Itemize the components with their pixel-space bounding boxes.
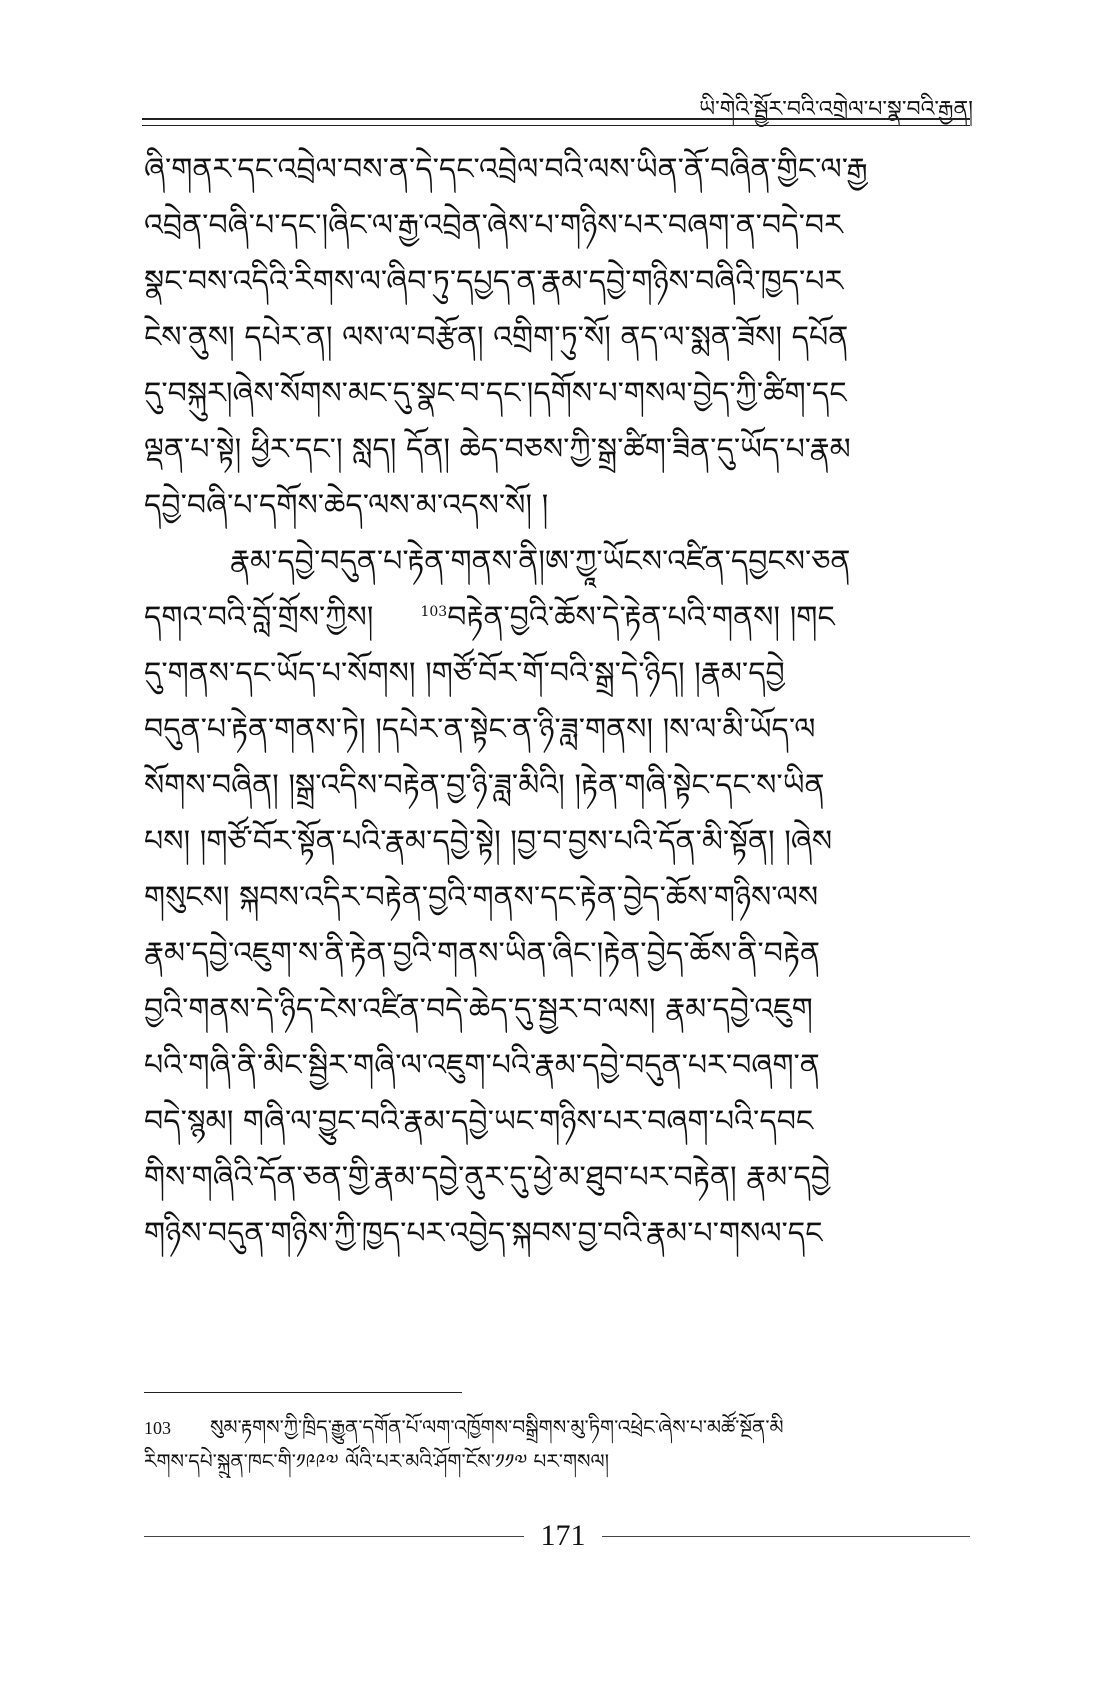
footnote-text: སུམ་རྟགས་ཀྱི་ཁྲིད་རྒྱུན་དགོན་པོ་ལག་འཁྱོགས་བསྒྲིགས་མུ་ཏིག་འཕྲེང་ཞེས་པ་མཚོ་སྔོན་མི (210, 1415, 784, 1439)
body-line: དུ་བསྐུར།ཞེས་སོགས་མང་དུ་སྣང་བ་དང་།དགོས་པ་གསལ་བྱེད་ཀྱི་ཚིག་དང (144, 376, 847, 411)
body-text (144, 142, 964, 1262)
body-line: སོགས་བཞིན། །སྒྲ་འདིས་བརྟེན་བྱ་ཉི་ཟླ་མིའི། །རྟེན་གཞི་སྟེང་དང་ས་ཡིན (144, 768, 825, 803)
folio-rule-left (144, 1536, 524, 1537)
body-line: གཉིས་བདུན་གཉིས་ཀྱི་ཁྱད་པར་འབྱེད་སྐབས་བྱ་བའི་རྣམ་པ་གསལ་དང (144, 1216, 823, 1251)
footnote-continuation: རིགས་དཔེ་སྐྲུན་ཁང་གི་༡༩༩༧ ལོའི་པར་མའི་ཤོག་ངོས་༡༡༧ པར་གསལ། (144, 1449, 610, 1473)
page-number: 171 (540, 1519, 586, 1552)
body-line: གིས་གཞིའི་དོན་ཅན་གྱི་རྣམ་དབྱེ་ནུར་དུ་ཕྱེ་མ་ཐུབ་པར་བརྟེན། རྣམ་དབྱེ (144, 1160, 831, 1195)
footnotes (144, 1410, 970, 1478)
header-rule-thin (142, 125, 970, 126)
running-header: ཡི་གེའི་སྦྱོར་བའི་འགྲེལ་པ་སྣ་བའི་རྒྱན། (699, 97, 973, 122)
footnote (144, 1410, 970, 1444)
paragraph-first-line: རྣམ་དབྱེ་བདུན་པ་རྟེན་གནས་ནི།ཨ་ཀྱཱ་ཡོངས་འཛིན་དབྱངས་ཅན (230, 544, 851, 579)
body-line: རྣམ་དབྱེ་འཇུག་ས་ནི་རྟེན་བྱའི་གནས་ཡིན་ཞིང་།རྟེན་བྱེད་ཆོས་ནི་བརྟེན (144, 936, 820, 971)
body-line: པའི་གཞི་ནི་མིང་སྦྱིར་གཞི་ལ་འཇུག་པའི་རྣམ་དབྱེ་བདུན་པར་བཞག་ན (144, 1048, 820, 1083)
footnote-reference[interactable]: 103 (420, 604, 448, 620)
body-line: བདེ་སྙམ། གཞི་ལ་བྱུང་བའི་རྣམ་དབྱེ་ཡང་གཉིས་པར་བཞག་པའི་དབང (144, 1104, 814, 1139)
folio-rule-right (602, 1536, 970, 1537)
body-line: ངེས་ནུས། དཔེར་ན། ལས་ལ་བརྩོན། འགྲིག་ཏུ་སོ། ནད་ལ་སྨན་ཟོས། དཔོན (144, 320, 849, 355)
footnote-separator (144, 1392, 462, 1393)
body-line: བྱའི་གནས་དེ་ཉིད་ངེས་འཛིན་བདེ་ཆེད་དུ་སྦྱར་བ་ལས། རྣམ་དབྱེ་འཇུག (144, 992, 813, 1027)
body-line: པས། །གཙོ་བོར་སྟོན་པའི་རྣམ་དབྱེ་སྟེ། །བྱ་བ་བྱས་པའི་དོན་མི་སྟོན། །ཞེས (144, 824, 833, 859)
body-line: གསུངས། སྐབས་འདིར་བརྟེན་བྱའི་གནས་དང་རྟེན་བྱེད་ཆོས་གཉིས་ལས (144, 880, 819, 915)
body-line: ལྡན་པ་སྟེ། ཕྱིར་དང་། སླད། དོན། ཆེད་བཅས་ཀྱི་སྒྲ་ཚིག་ཟིན་དུ་ཡོད་པ་རྣམ (144, 432, 851, 467)
body-line: བདུན་པ་རྟེན་གནས་ཏེ། །དཔེར་ན་སྟེང་ན་ཉི་ཟླ་གནས། །ས་ལ་མི་ཡོད་ལ (144, 712, 816, 747)
body-line: དུ་གནས་དང་ཡོད་པ་སོགས། །གཙོ་བོར་གོ་བའི་སྒྲ་དེ་ཉིད། །རྣམ་དབྱེ (144, 656, 785, 691)
body-line: སྣང་བས་འདིའི་རིགས་ལ་ཞིབ་ཏུ་དཔྱད་ན་རྣམ་དབྱེ་གཉིས་བཞིའི་ཁྱད་པར (144, 264, 844, 299)
body-line: ཞི་གནར་དང་འབྲེལ་བས་ན་དེ་དང་འབྲེལ་བའི་ལས་ཡིན་ནོ་བཞིན་གྱིང་ལ་རྒྱ (144, 152, 868, 187)
body-line: འབྲེན་བཞི་པ་དང་།ཞིང་ལ་རྒྱ་འབྲེན་ཞེས་པ་གཉིས་པར་བཞག་ན་བདེ་བར (144, 208, 843, 243)
body-line-segment: དགའ་བའི་བློ་གྲོས་ཀྱིས། (144, 600, 374, 635)
body-line-with-ref (144, 590, 964, 646)
body-line: དབྱེ་བཞི་པ་དགོས་ཆེད་ལས་མ་འདས་སོ། ། (144, 488, 549, 523)
footnote-number: 103 (144, 1418, 171, 1438)
header-rule-thick (142, 118, 970, 120)
body-line-segment: བརྟེན་བྱའི་ཆོས་དེ་རྟེན་པའི་གནས། །གང (447, 600, 835, 635)
